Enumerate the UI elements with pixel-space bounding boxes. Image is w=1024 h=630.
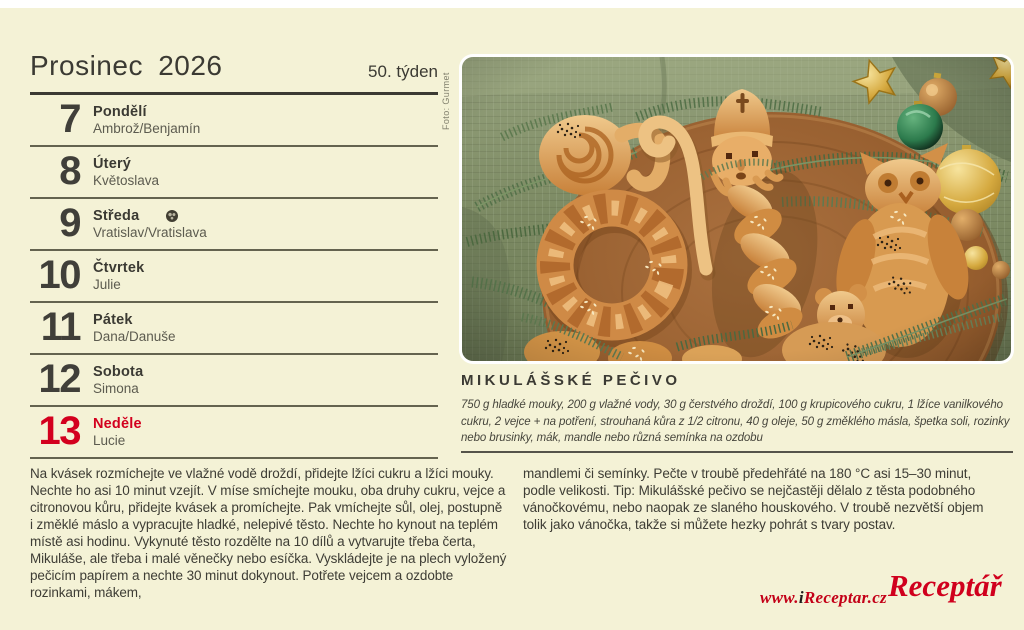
name-day-names: Simona (93, 381, 139, 396)
instructions-column-1: Na kvásek rozmíchejte ve vlažné vodě droždí, přidejte lžíci cukru a lžíci mouky. Nechte ho asi 10 minut vzejít. V míse smíchejte mouku, oba druhy cukru, vejce a citronovou kůru, přidejte kvásek a promíchejte. Pak vmíchejte sůl, olej, postupně i změklé máslo a vypracujte hladké, nelepivé těsto. Nechte ho kynout na teplém místě asi hodinu. Vykynuté těsto rozdělte na 10 dílů a vytvarujte třeba čerta, Mikuláše, ale třeba i malé věnečky nebo esíčka. Vyskládejte je na plech vyložený pečicím papírem a nechte 30 minut dokynout. Potřete vejcem a ozdobte rozinkami, mákem, (30, 466, 507, 600)
day-number: 11 (40, 305, 80, 349)
day-row-wednesday (30, 199, 438, 251)
day-name: Pondělí (93, 104, 147, 120)
day-row-saturday (30, 355, 438, 407)
name-day-names: Ambrož/Benjamín (93, 121, 201, 136)
day-number: 13 (38, 409, 80, 453)
day-name: Čtvrtek (93, 260, 145, 276)
website-url (760, 588, 887, 608)
day-number: 10 (38, 253, 80, 297)
day-name: Úterý (93, 156, 132, 172)
photo-credit: Foto: Gurmet (441, 72, 451, 130)
instructions-column-2: mandlemi či semínky. Pečte v troubě předehřáté na 180 °C asi 15–30 minut, podle velikosti. Tip: Mikulášské pečivo se nejčastěji dělalo z těsta podobného vánočkovému, nebo naopak ze slaného houskového. V troubě nezvětší objem tolik jako vánočka, takže si můžete hezky pohrát s tvary postav. (523, 466, 984, 532)
week-number-label: 50. týden (368, 62, 438, 81)
website-prefix: www. (760, 588, 799, 607)
month-title: Prosinec 2026 (30, 50, 223, 81)
day-number: 8 (59, 149, 80, 193)
day-name: Neděle (93, 416, 142, 432)
day-row-monday (30, 95, 438, 147)
new-moon-icon (166, 210, 178, 222)
divider (461, 451, 1013, 453)
day-row-tuesday (30, 147, 438, 199)
day-name: Sobota (93, 364, 144, 380)
website-rest: Receptar.cz (803, 588, 887, 607)
day-name: Pátek (93, 312, 133, 328)
day-number: 9 (59, 201, 80, 245)
name-day-names: Julie (93, 277, 121, 292)
website-i: i (798, 588, 804, 607)
day-row-sunday (30, 407, 438, 459)
day-row-thursday (30, 251, 438, 303)
day-list (30, 92, 438, 459)
recipe-photo (459, 54, 1014, 364)
name-day-names: Květoslava (93, 173, 160, 188)
day-row-friday (30, 303, 438, 355)
name-day-names: Lucie (93, 433, 126, 448)
recipe-ingredients: 750 g hladké mouky, 200 g vlažné vody, 30 g čerstvého droždí, 100 g krupicového cukru, 1 lžíce vanilkového cukru, 2 vejce + na potření, strouhaná kůra z 1/2 citronu, 40 g oleje, 50 g změklého másla, špetka soli, rozinky nebo brusinky, mák, mandle nebo různá semínka na ozdobu (461, 399, 1010, 444)
brand-logo: Receptář (888, 568, 1002, 603)
recipe-title: MIKULÁŠSKÉ PEČIVO (461, 372, 681, 389)
day-name: Středa (93, 208, 140, 224)
name-day-names: Dana/Danuše (93, 329, 176, 344)
day-number: 12 (38, 357, 80, 401)
calendar-card (0, 8, 1024, 630)
name-day-names: Vratislav/Vratislava (93, 225, 207, 240)
day-number: 7 (59, 97, 80, 141)
